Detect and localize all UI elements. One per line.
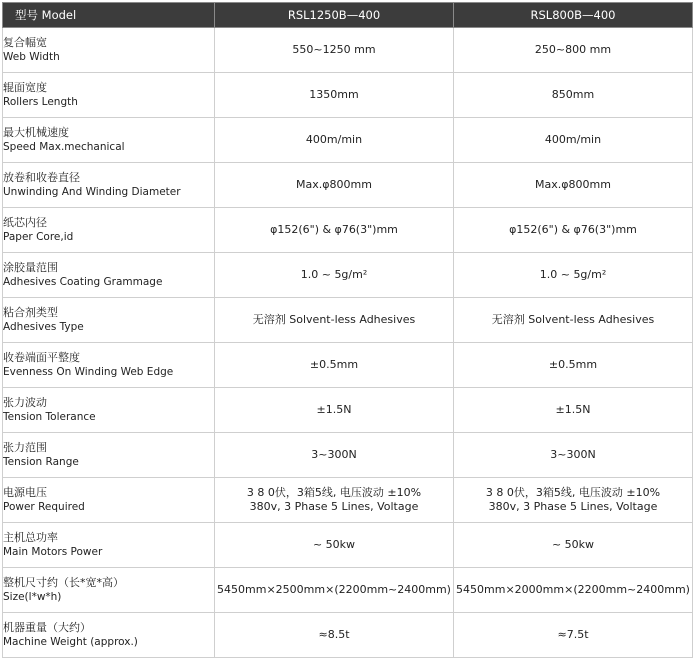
row-label: [3, 298, 215, 343]
value-line: 3~300N: [311, 448, 357, 461]
value-cell-b: [454, 163, 693, 208]
row-label-en: Adhesives Coating Grammage: [3, 276, 163, 288]
value-line: 无溶剂 Solvent-less Adhesives: [491, 313, 655, 326]
value-line: 5450mm×2500mm×(2200mm~2400mm): [217, 583, 451, 596]
value-cell-a: [215, 478, 454, 523]
header-model-label: 型号 Model: [3, 3, 215, 28]
value-cell-a: [215, 73, 454, 118]
value-cell-b: [454, 343, 693, 388]
row-label: [3, 208, 215, 253]
value-cell-b: [454, 253, 693, 298]
value-line: Max.φ800mm: [296, 178, 372, 191]
row-label: [3, 523, 215, 568]
row-label-cn: 复合幅宽: [3, 36, 47, 49]
value-line: Max.φ800mm: [535, 178, 611, 191]
row-label-en: Rollers Length: [3, 96, 78, 108]
row-label-cn: 纸芯内径: [3, 216, 47, 229]
value-cell-a: [215, 163, 454, 208]
value-cell-b: [454, 568, 693, 613]
row-label: [3, 388, 215, 433]
value-cell-b: [454, 298, 693, 343]
value-cell-a: [215, 388, 454, 433]
row-label-en: Tension Tolerance: [3, 411, 96, 423]
value-line: ±0.5mm: [309, 358, 359, 371]
row-label-cn: 主机总功率: [3, 531, 58, 544]
value-line: 3~300N: [550, 448, 596, 461]
row-label: [3, 478, 215, 523]
row-label-cn: 涂胶量范围: [3, 261, 58, 274]
row-label-cn: 张力范围: [3, 441, 47, 454]
value-line: ±1.5N: [555, 403, 591, 416]
row-label: [3, 568, 215, 613]
table-row: [3, 28, 693, 73]
table-row: [3, 118, 693, 163]
value-line: 250~800 mm: [534, 43, 612, 56]
value-line: 1.0 ~ 5g/m²: [300, 268, 368, 281]
table-row: [3, 478, 693, 523]
table-row: [3, 388, 693, 433]
value-cell-a: [215, 523, 454, 568]
header-model-b: RSL800B—400: [454, 3, 693, 28]
row-label: [3, 433, 215, 478]
spec-body: [3, 28, 693, 658]
value-cell-a: [215, 253, 454, 298]
table-row: [3, 253, 693, 298]
table-row: [3, 163, 693, 208]
row-label: [3, 73, 215, 118]
value-line: ≈7.5t: [557, 628, 589, 641]
value-cell-a: [215, 433, 454, 478]
value-line: 3 8 0伏，3箱5线, 电压波动 ±10%: [485, 486, 661, 499]
table-row: [3, 613, 693, 658]
value-cell-b: [454, 118, 693, 163]
header-model-a: RSL1250B—400: [215, 3, 454, 28]
row-label: [3, 163, 215, 208]
value-line: ±1.5N: [316, 403, 352, 416]
value-cell-b: [454, 478, 693, 523]
value-cell-b: [454, 73, 693, 118]
value-line: φ152(6") & φ76(3")mm: [270, 223, 398, 236]
row-label-cn: 电源电压: [3, 486, 47, 499]
value-line: ~ 50kw: [551, 538, 595, 551]
row-label-cn: 最大机械速度: [3, 126, 69, 139]
value-line: ~ 50kw: [312, 538, 356, 551]
row-label-en: Paper Core,id: [3, 231, 74, 243]
row-label-cn: 放卷和收卷直径: [3, 171, 80, 184]
value-line: 550~1250 mm: [292, 43, 376, 56]
row-label: [3, 253, 215, 298]
value-line: 5450mm×2000mm×(2200mm~2400mm): [456, 583, 690, 596]
row-label: [3, 343, 215, 388]
table-row: [3, 298, 693, 343]
row-label-cn: 整机尺寸约（长*宽*高）: [3, 576, 124, 589]
value-line: 1350mm: [309, 88, 359, 101]
value-line: φ152(6") & φ76(3")mm: [509, 223, 637, 236]
value-line: 850mm: [551, 88, 595, 101]
table-row: [3, 208, 693, 253]
value-line: 400m/min: [305, 133, 363, 146]
table-row: [3, 433, 693, 478]
row-label-en: Power Required: [3, 501, 85, 513]
value-line: 380v, 3 Phase 5 Lines, Voltage: [249, 500, 419, 513]
spec-table: [2, 2, 693, 658]
value-cell-a: [215, 208, 454, 253]
table-row: [3, 568, 693, 613]
row-label-en: Speed Max.mechanical: [3, 141, 125, 153]
value-line: ≈8.5t: [318, 628, 350, 641]
value-line: ±0.5mm: [548, 358, 598, 371]
row-label-en: Web Width: [3, 51, 60, 63]
row-label-cn: 粘合剂类型: [3, 306, 58, 319]
value-line: 380v, 3 Phase 5 Lines, Voltage: [488, 500, 658, 513]
row-label-cn: 辊面宽度: [3, 81, 47, 94]
row-label-en: Tension Range: [3, 456, 79, 468]
value-line: 3 8 0伏，3箱5线, 电压波动 ±10%: [246, 486, 422, 499]
value-line: 无溶剂 Solvent-less Adhesives: [252, 313, 416, 326]
value-cell-a: [215, 298, 454, 343]
value-cell-b: [454, 433, 693, 478]
row-label-en: Adhesives Type: [3, 321, 84, 333]
value-cell-b: [454, 523, 693, 568]
value-cell-a: [215, 343, 454, 388]
value-cell-b: [454, 613, 693, 658]
row-label-en: Evenness On Winding Web Edge: [3, 366, 174, 378]
row-label-cn: 张力波动: [3, 396, 47, 409]
value-cell-a: [215, 568, 454, 613]
table-row: [3, 73, 693, 118]
row-label-cn: 机器重量（大约）: [3, 621, 91, 634]
row-label-en: Machine Weight (approx.): [3, 636, 138, 648]
row-label: [3, 28, 215, 73]
table-row: [3, 523, 693, 568]
row-label-en: Unwinding And Winding Diameter: [3, 186, 181, 198]
value-cell-b: [454, 388, 693, 433]
row-label-en: Main Motors Power: [3, 546, 103, 558]
value-line: 400m/min: [544, 133, 602, 146]
header-row: [3, 3, 693, 28]
row-label: [3, 613, 215, 658]
row-label-en: Size(l*w*h): [3, 591, 62, 603]
row-label-cn: 收卷端面平整度: [3, 351, 80, 364]
value-cell-a: [215, 118, 454, 163]
row-label: [3, 118, 215, 163]
table-row: [3, 343, 693, 388]
value-cell-a: [215, 28, 454, 73]
value-cell-a: [215, 613, 454, 658]
value-cell-b: [454, 28, 693, 73]
value-line: 1.0 ~ 5g/m²: [539, 268, 607, 281]
value-cell-b: [454, 208, 693, 253]
